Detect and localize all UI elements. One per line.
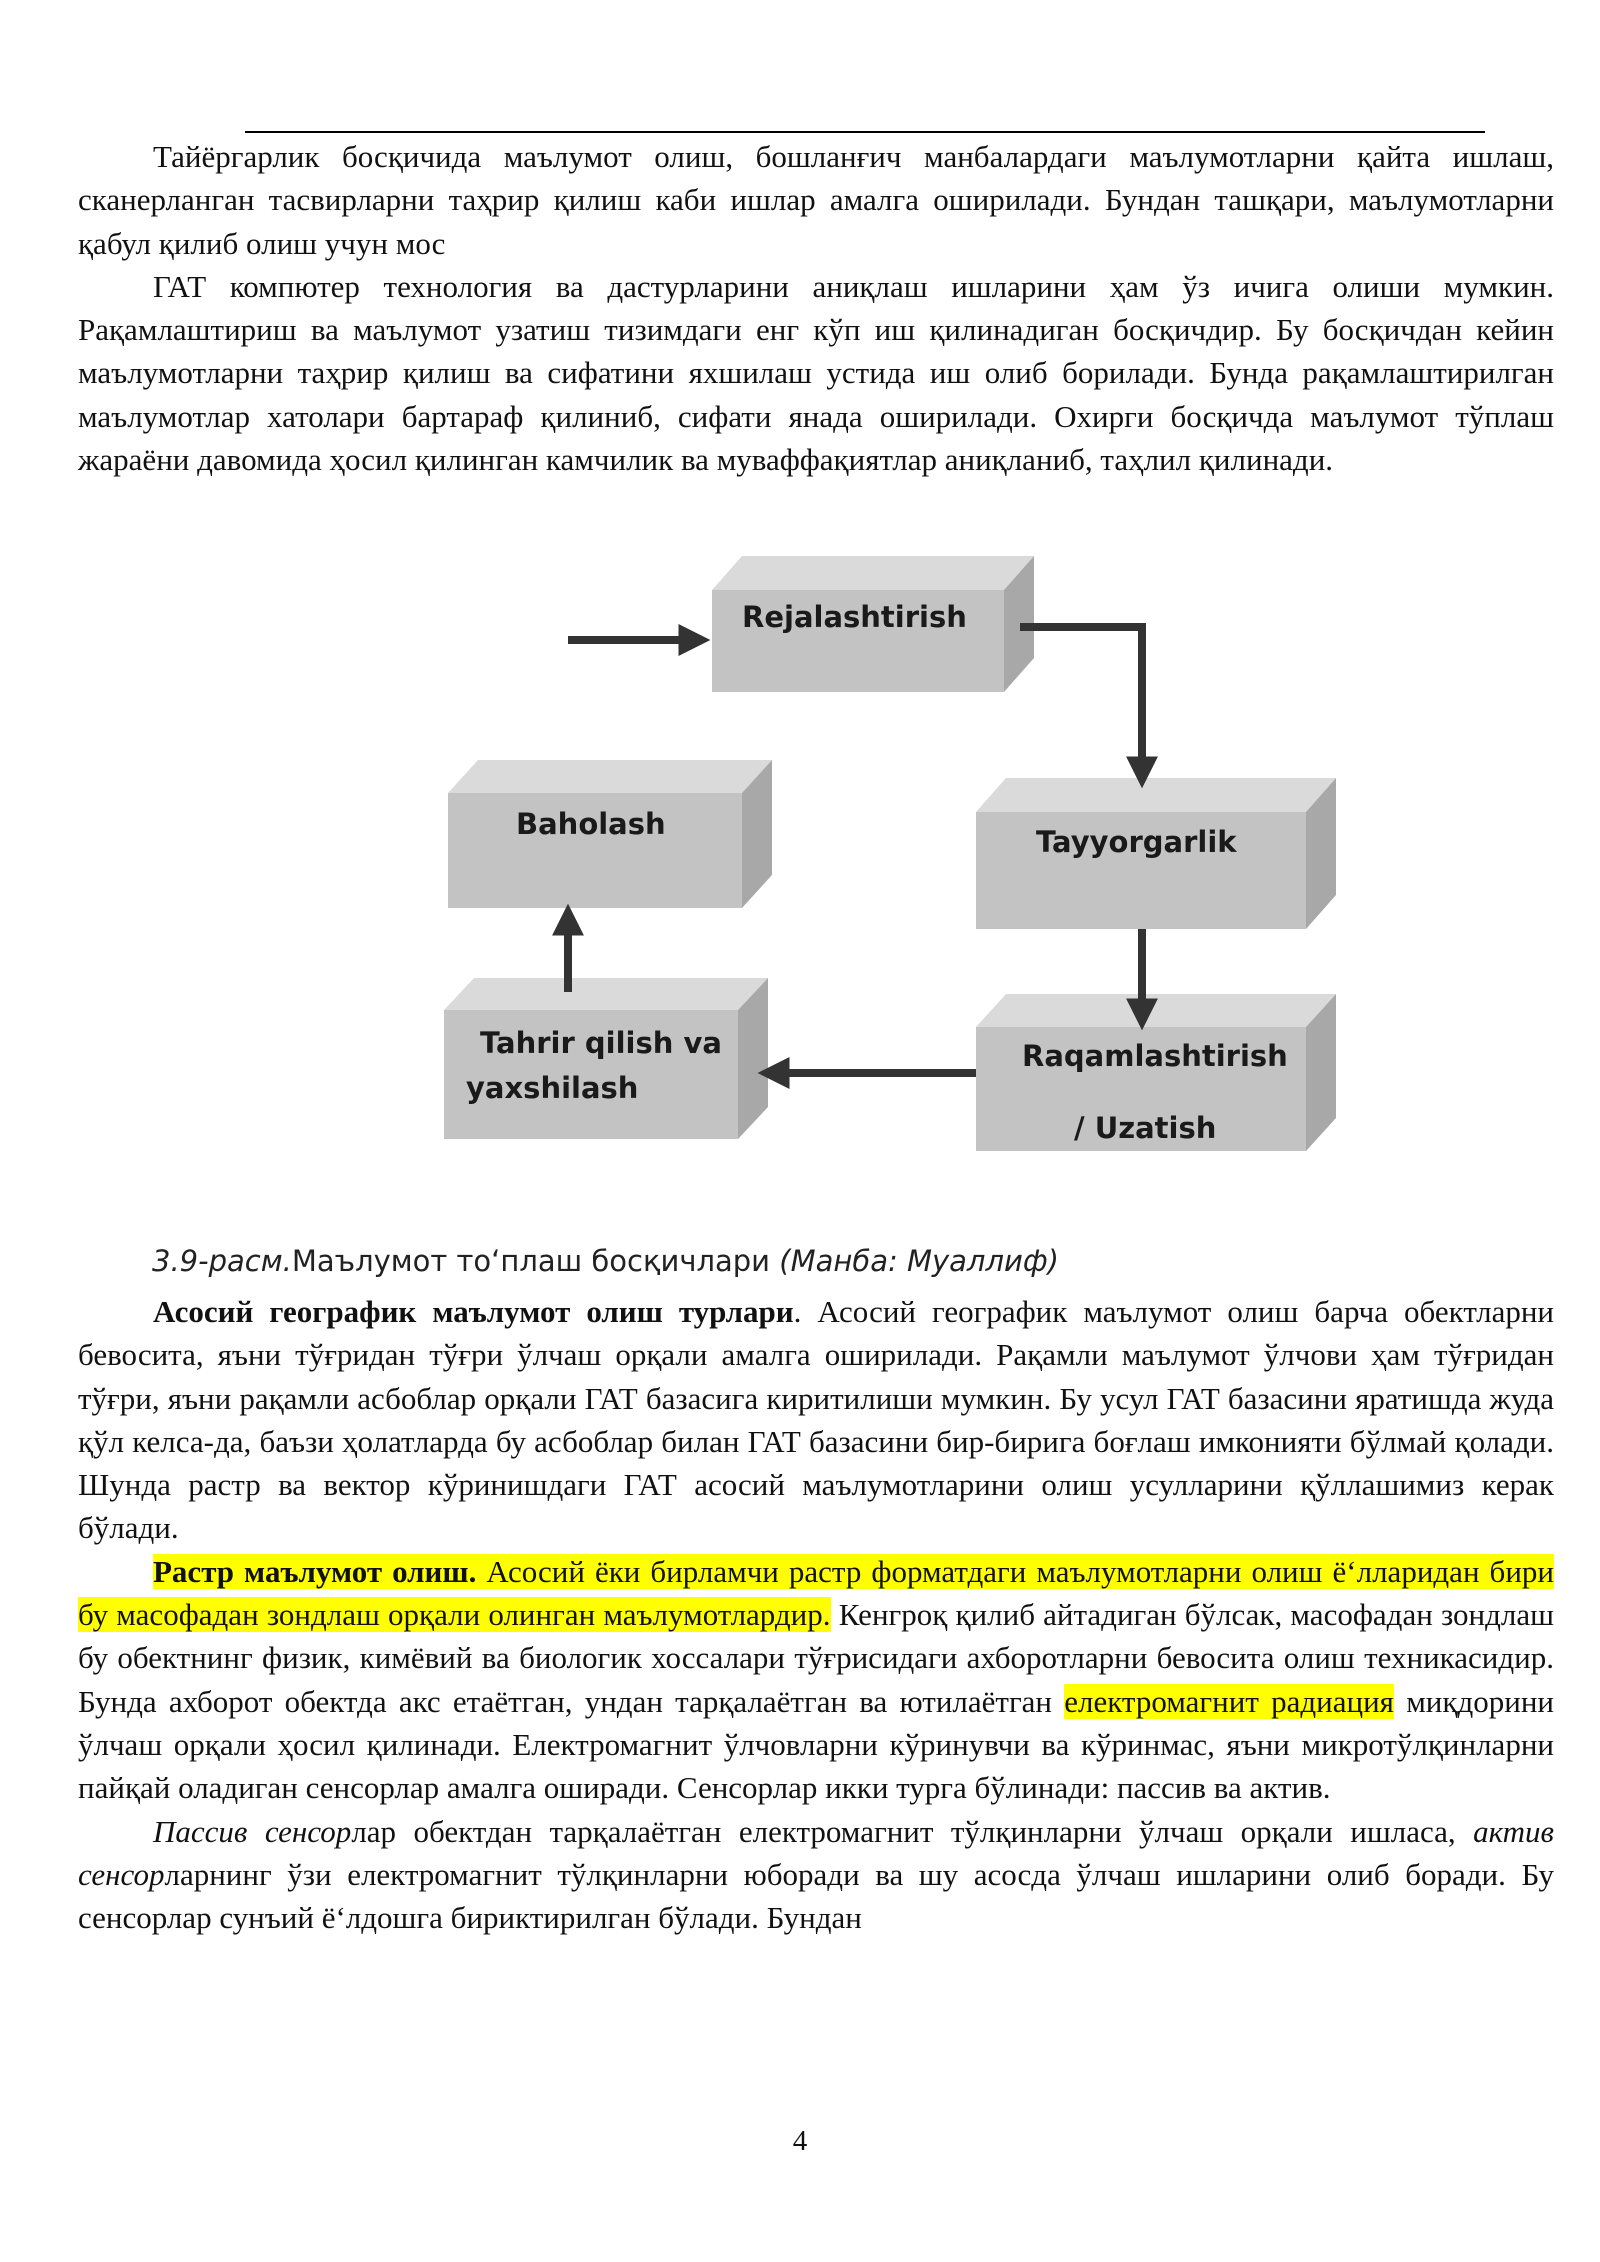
box-editing <box>444 978 768 1139</box>
heading-raster-data: Растр маълумот олиш. <box>153 1553 477 1589</box>
figure-source: (Манба: Муаллиф) <box>770 1244 1059 1278</box>
term-passive-sensor: Пассив сенсор <box>153 1813 352 1849</box>
box-planning <box>712 556 1034 692</box>
paragraph-raster-data <box>78 1550 1554 1810</box>
box-preparation-label: Tayyorgarlik <box>1036 825 1237 859</box>
box-digitizing <box>976 994 1336 1151</box>
box-evaluation-label: Baholash <box>516 807 666 841</box>
box-digitizing-label-line1: Raqamlashtirish <box>1022 1039 1288 1073</box>
figure-title: Маълумот тоʻплаш босқичлари <box>291 1244 771 1278</box>
figure-number: 3.9-расм. <box>152 1244 292 1278</box>
box-planning-label: Rejalashtirish <box>742 600 967 634</box>
box-digitizing-label-line2: / Uzatish <box>1074 1111 1217 1145</box>
paragraph-raster-text-1: Кенгроқ қилиб айтадиган бўлсак, масофадан зондлаш бу обектнинг физик, кимёвий ва биологик хоссалари тўғрисидаги ахборотларни бевосита олиш техникасидир. Бунда ахборот обектда акс етаётган, ундан тарқалаётган ва ютилаётган <box>78 1597 1554 1719</box>
paragraph-sensors-text-1: лар обектдан тарқалаётган електромагнит тўлқинларни ўлчаш орқали ишласа, <box>351 1813 1474 1849</box>
paragraph-primary-data-text: . Асосий географик маълумот олиш барча обектларни бевосита, яъни тўғридан тўғри ўлчаш орқали амалга оширилади. Рақамли маълумот ўлчови ҳам тўғридан тўғри, яъни рақамли асбоблар орқали ГАТ базасига киритилиши мумкин. Бу усул ГАТ базасини яратишда жуда қўл келса-да, баъзи ҳолатларда бу асбоблар билан ГАТ базасини бир-бирига боғлаш имконияти бўлмай қолади. Шунда растр ва вектор кўринишдаги ГАТ асосий маълумотларини олиш усулларини қўллашимиз керак бўлади. <box>78 1294 1555 1546</box>
box-preparation <box>976 778 1336 929</box>
box-evaluation <box>448 760 772 908</box>
highlight-raster-text: Асосий ёки бирламчи растр форматдаги маълумотларни олиш ёʻлларидан бири бу масофадан зондлаш орқали олинган маълумотлардир. <box>78 1553 1554 1633</box>
paragraph-technology: ГАТ компютер технология ва дастурларини аниқлаш ишларини ҳам ўз ичига олиши мумкин. Рақамлаштириш ва маълумот узатиш тизимдаги енг кўп иш қилинадиган босқичдир. Бу босқичдан кейин маълумотларни таҳрир қилиш ва сифатини яхшилаш устида иш олиб борилади. Бунда рақамлаштирилган маълумотлар хатолари бартараф қилиниб, сифати янада оширилади. Охирги босқичда маълумот тўплаш жараёни давомида ҳосил қилинган камчилик ва муваффақиятлар аниқланиб, таҳлил қилинади. <box>78 268 1554 478</box>
paragraph-raster-text-2: миқдорини ўлчаш орқали ҳосил қилинади. Електромагнит ўлчовларни кўринувчи ва кўринмас, яъни микротўлқинларни пайқай оладиган сенсорлар амалга оширади. Сенсорлар икки турга бўлинади: пассив ва актив. <box>78 1683 1554 1806</box>
paragraph-sensors-text-2: ларнинг ўзи електромагнит тўлқинларни юборади ва шу асосда ўлчаш ишларини олиб боради. Бу сенсорлар сунъий ёʻлдошга бириктирилган бўлади. Бундан <box>78 1856 1554 1936</box>
paragraph-primary-data <box>78 1290 1554 1550</box>
heading-primary-data: Асосий географик маълумот олиш турлари <box>153 1294 794 1329</box>
arrow-planning-to-preparation <box>1020 627 1142 774</box>
figure-caption <box>152 1244 1059 1278</box>
paragraph-sensors <box>78 1810 1554 1940</box>
term-active-sensor: актив сенсор <box>78 1813 1555 1892</box>
page-number: 4 <box>792 2125 808 2157</box>
main-text <box>78 1290 1554 1939</box>
box-editing-label-line1: Tahrir qilish va <box>480 1026 722 1060</box>
box-editing-label-line2: yaxshilash <box>466 1071 639 1105</box>
highlight-radiation: електромагнит радиация <box>1064 1683 1394 1719</box>
paragraph-preparation: Тайёргарлик босқичида маълумот олиш, бошланғич манбалардаги маълумотларни қайта ишлаш, сканерланган тасвирларни таҳрир қилиш каби ишлар амалга оширилади. Бундан ташқари, маълумотларни қабул қилиб олиш учун мос <box>78 139 1554 261</box>
